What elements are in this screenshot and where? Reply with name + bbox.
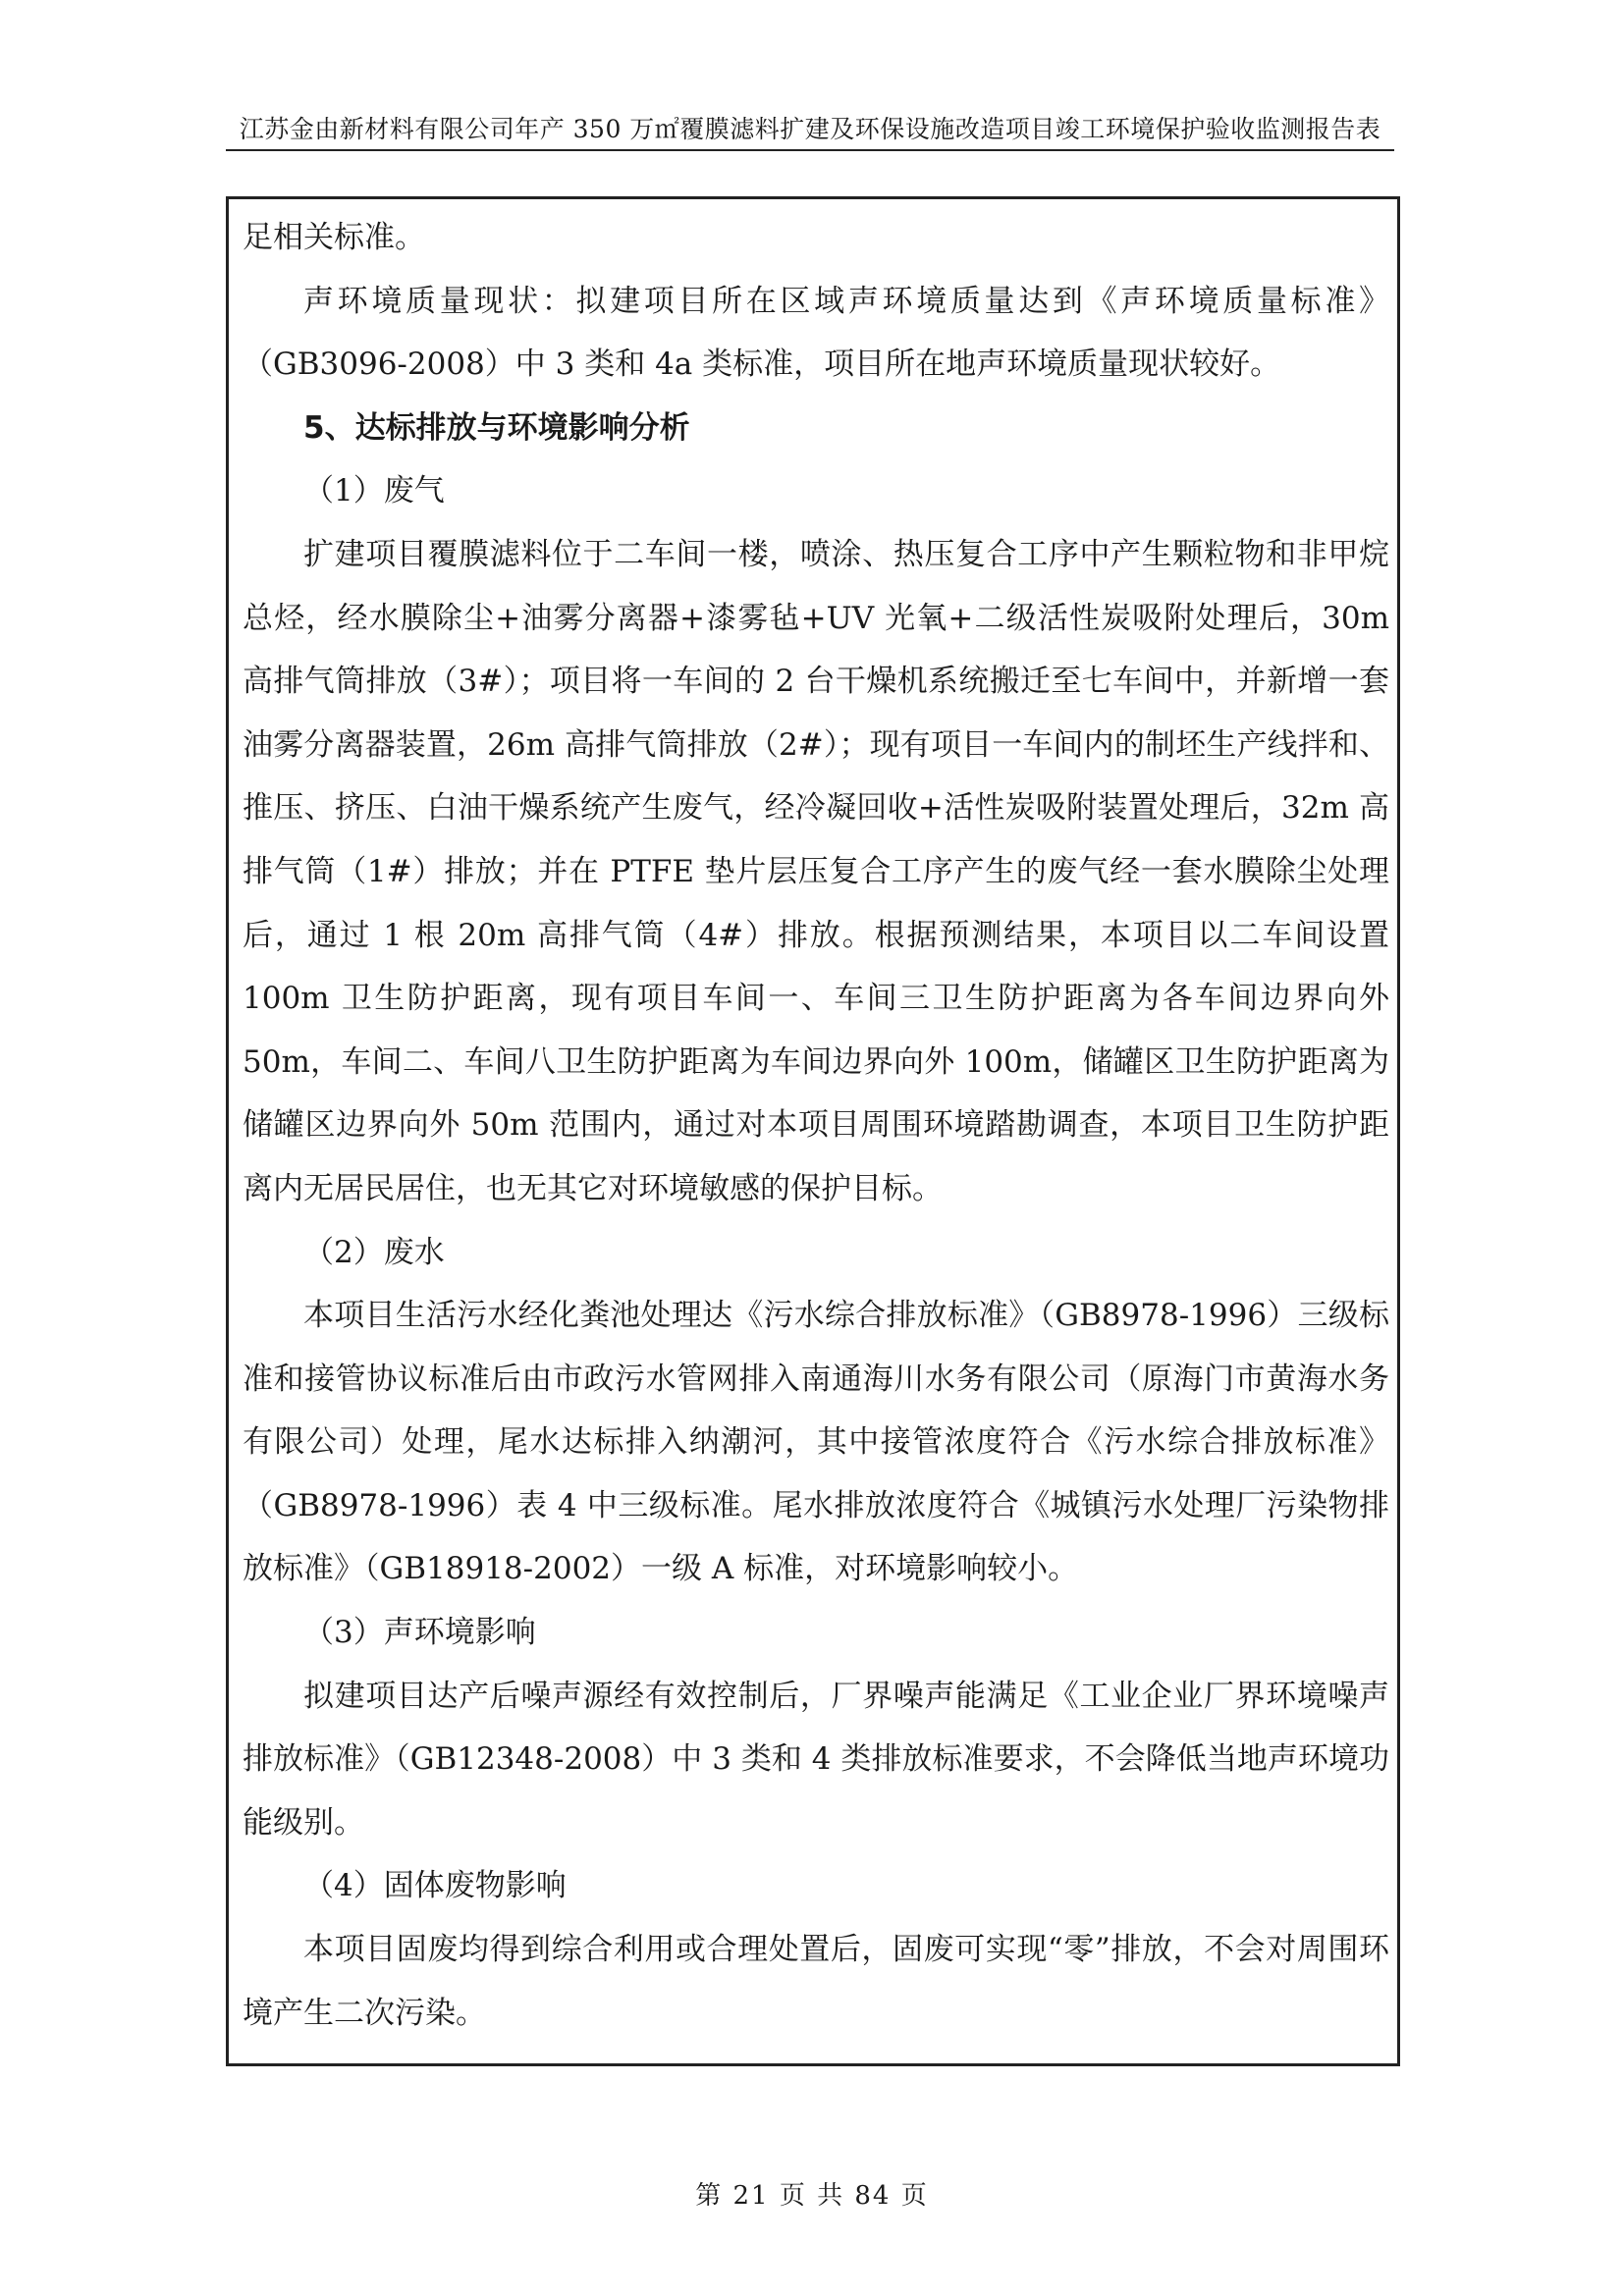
section-heading-5: 5、达标排放与环境影响分析 — [303, 409, 690, 446]
subsection-waste-water: （2）废水 — [303, 1234, 445, 1270]
subsection-waste-gas: （1）废气 — [303, 473, 445, 509]
subsection-noise-impact: （3）声环境影响 — [303, 1615, 536, 1651]
report-header-title: 江苏金由新材料有限公司年产 350 万㎡覆膜滤料扩建及环保设施改造项目竣工环境保护验收监测报告表 — [239, 115, 1381, 143]
paragraph-solid-waste: 本项目固废均得到综合利用或合理处置后，固废可实现“零”排放，不会对周围环境产生二次污染。 — [243, 1932, 1389, 2031]
paragraph-waste-water: 本项目生活污水经化粪池处理达《污水综合排放标准》（GB8978-1996）三级标准和接管协议标准后由市政污水管网排入南通海川水务有限公司（原海门市黄海水务有限公司）处理，尾水达标排入纳潮河，其中接管浓度符合《污水综合排放标准》（GB8978-1996）表 4 中三级标准。尾水排放浓度符合《城镇污水处理厂污染物排放标准》（GB18918-2002）一级 A 标准，对环境影响较小。 — [243, 1298, 1389, 1587]
page-number: 第 21 页 共 84 页 — [695, 2181, 929, 2211]
paragraph-noise-quality: 声环境质量现状：拟建项目所在区域声环境质量达到《声环境质量标准》（GB3096-2008）中 3 类和 4a 类标准，项目所在地声环境质量现状较好。 — [243, 283, 1389, 383]
report-body — [243, 206, 1389, 2045]
paragraph-waste-gas: 扩建项目覆膜滤料位于二车间一楼，喷涂、热压复合工序中产生颗粒物和非甲烷总烃，经水膜除尘+油雾分离器+漆雾毡+UV 光氧+二级活性炭吸附处理后，30m 高排气筒排放（3#）；项目将一车间的 2 台干燥机系统搬迁至七车间中，并新增一套油雾分离器装置，26m 高排气筒排放（2#）；现有项目一车间内的制坯生产线拌和、推压、挤压、白油干燥系统产生废气，经冷凝回收+活性炭吸附装置处理后，32m 高排气筒（1#）排放；并在 PTFE 垫片层压复合工序产生的废气经一套水膜除尘处理后，通过 1 根 20m 高排气筒（4#）排放。根据预测结果，本项目以二车间设置 100m 卫生防护距离，现有项目车间一、车间三卫生防护距离为各车间边界向外 50m，车间二、车间八卫生防护距离为车间边界向外 100m，储罐区卫生防护距离为储罐区边界向外 50m 范围内，通过对本项目周围环境踏勘调查，本项目卫生防护距离内无居民居住，也无其它对环境敏感的保护目标。 — [243, 536, 1389, 1206]
paragraph-continuation: 足相关标准。 — [243, 220, 425, 255]
subsection-solid-waste: （4）固体废物影响 — [303, 1868, 567, 1904]
paragraph-noise-impact: 拟建项目达产后噪声源经有效控制后，厂界噪声能满足《工业企业厂界环境噪声排放标准》（GB12348-2008）中 3 类和 4 类排放标准要求，不会降低当地声环境功能级别。 — [243, 1678, 1389, 1841]
header-rule — [226, 149, 1394, 151]
